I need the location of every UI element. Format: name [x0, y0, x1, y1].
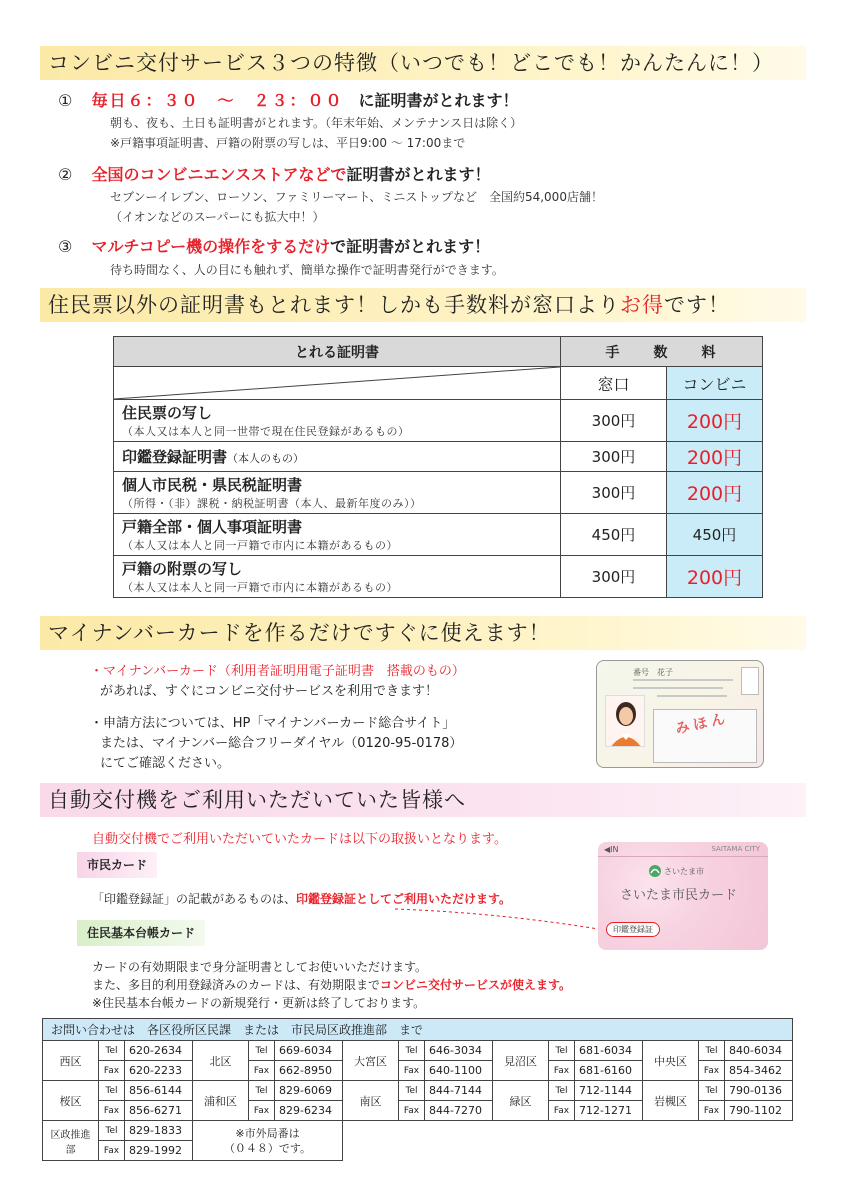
fax-label: Fax: [699, 1101, 725, 1121]
window-fee: 300円: [561, 556, 667, 598]
fax-number: 844-7270: [425, 1101, 493, 1121]
cert-note: （本人又は本人と同一戸籍で市内に本籍があるもの）: [122, 581, 398, 594]
cert-note: （本人又は本人と同一戸籍で市内に本籍があるもの）: [122, 539, 398, 552]
contact-caption: お問い合わせは 各区役所区民課 または 市民局区政推進部 まで: [43, 1019, 793, 1041]
conv-fee: 200円: [667, 400, 763, 442]
person-photo-icon: [606, 696, 645, 747]
feature-3-desc: [110, 260, 504, 280]
tel-label: Tel: [549, 1041, 575, 1061]
window-fee: 300円: [561, 472, 667, 514]
dashed-connector: [395, 905, 615, 935]
citizen-text: 「印鑑登録証」の記載があるものは、: [92, 892, 297, 906]
fax-label: Fax: [549, 1101, 575, 1121]
tel-number: 712-1144: [575, 1081, 643, 1101]
card-photo: [605, 695, 645, 747]
cert-note: （本人のもの）: [227, 452, 305, 465]
card-line: [633, 679, 733, 681]
ward-name: 浦和区: [193, 1081, 249, 1121]
fax-number: 854-3462: [725, 1061, 793, 1081]
feature-line: セブンーイレブン、ローソン、ファミリーマート、ミニストップなど 全国約54,000店舗！: [110, 190, 603, 204]
mynumber-bullet-2-end: にてご確認ください。: [100, 756, 231, 771]
card-line: [657, 695, 727, 697]
conv-fee: 200円: [667, 442, 763, 472]
feature-2: [58, 162, 491, 185]
fax-label: Fax: [249, 1061, 275, 1081]
ward-name: 桜区: [43, 1081, 99, 1121]
feature-line: （イオンなどのスーパーにも拡大中！）: [110, 210, 325, 224]
fees-title-text-end: です！: [664, 293, 730, 317]
feature-head: で証明書がとれます！: [330, 237, 491, 256]
card-title: さいたま市民カード: [620, 888, 738, 903]
tel-label: Tel: [249, 1081, 275, 1101]
contact-row: [43, 1121, 793, 1141]
ward-name: 大宮区: [343, 1041, 399, 1081]
card-city-en: SAITAMA CITY: [711, 845, 760, 853]
ward-name: 緑区: [493, 1081, 549, 1121]
fax-number: 712-1271: [575, 1101, 643, 1121]
basic-text-1: カードの有効期限まで身分証明書としてお使いいただけます。: [92, 960, 428, 974]
cert-name: 戸籍の附票の写し: [122, 560, 243, 578]
card-magstripe: [598, 856, 768, 857]
fax-label: Fax: [99, 1101, 125, 1121]
col-header-window: 窓口: [561, 367, 667, 400]
seal-registration-label: 印鑑登録証: [606, 922, 660, 937]
table-row: [114, 556, 763, 598]
col-header-cert: とれる証明書: [114, 337, 561, 367]
feature-3: [58, 234, 490, 257]
cert-name: 印鑑登録証明書: [122, 448, 228, 466]
fees-title-text: 住民票以外の証明書もとれます！しかも手数料が窓口より: [48, 293, 620, 317]
fax-number: 790-1102: [725, 1101, 793, 1121]
feature-head-red: 毎日６：３０ ～ ２３：００: [91, 91, 344, 110]
feature-number: ②: [58, 165, 73, 184]
card-city-name: さいたま市: [664, 867, 704, 876]
feature-1-desc: [110, 113, 522, 153]
tel-label: Tel: [99, 1121, 125, 1141]
conv-fee: 200円: [667, 556, 763, 598]
fax-label: Fax: [399, 1101, 425, 1121]
fax-number: 662-8950: [275, 1061, 343, 1081]
card-holder-name: 番号 花子: [633, 668, 673, 677]
fax-number: 829-1992: [125, 1141, 193, 1161]
mynumber-title: マイナンバーカードを作るだけですぐに使えます！: [40, 616, 806, 650]
fees-title: [40, 288, 806, 322]
tel-label: Tel: [699, 1081, 725, 1101]
cert-name: 戸籍全部・個人事項証明書: [122, 518, 303, 536]
tel-number: 844-7144: [425, 1081, 493, 1101]
cert-name-cell: [114, 472, 561, 514]
feature-1: [58, 88, 519, 111]
cert-name-cell: [114, 442, 561, 472]
tel-number: 620-2634: [125, 1041, 193, 1061]
ward-name: 南区: [343, 1081, 399, 1121]
feature-number: ③: [58, 237, 73, 256]
cert-name-cell: [114, 400, 561, 442]
col-header-fee: 手 数 料: [561, 337, 763, 367]
feature-number: ①: [58, 91, 73, 110]
fees-title-highlight: お得: [620, 293, 664, 317]
feature-head: 証明書がとれます！: [346, 165, 491, 184]
kiosk-title: 自動交付機をご利用いただいていた皆様へ: [40, 783, 806, 817]
tel-number: 829-1833: [125, 1121, 193, 1141]
feature-2-desc: [110, 187, 603, 227]
features-title: コンビニ交付サービス３つの特徴（いつでも！どこでも！かんたんに！）: [40, 46, 806, 80]
tel-number: 646-3034: [425, 1041, 493, 1061]
tel-label: Tel: [549, 1081, 575, 1101]
feature-line: ※戸籍事項証明書、戸籍の附票の写しは、平日9:00 ～ 17:00まで: [110, 136, 466, 150]
city-logo-icon: [648, 864, 662, 878]
contact-table: [42, 1018, 793, 1161]
ward-name: 見沼区: [493, 1041, 549, 1081]
fax-label: Fax: [549, 1061, 575, 1081]
tag-citizen-card: 市民カード: [77, 852, 157, 878]
fee-table: [113, 336, 763, 598]
conv-fee: 450円: [667, 514, 763, 556]
card-emblem: [741, 667, 759, 695]
feature-line: 朝も、夜も、土日も証明書がとれます。（年末年始、メンテナンス日は除く）: [110, 116, 523, 130]
mynumber-bullet-2-cont: または、マイナンバー総合フリーダイヤル（0120-95-0178）: [100, 736, 463, 751]
window-fee: 450円: [561, 514, 667, 556]
mynumber-info: [90, 662, 465, 774]
table-row: [114, 400, 763, 442]
ward-name: 北区: [193, 1041, 249, 1081]
window-fee: 300円: [561, 400, 667, 442]
card-line: [633, 687, 723, 689]
ward-name: 中央区: [643, 1041, 699, 1081]
window-fee: 300円: [561, 442, 667, 472]
tel-label: Tel: [249, 1041, 275, 1061]
tel-label: Tel: [399, 1041, 425, 1061]
note-line: ※市外局番は: [235, 1126, 300, 1140]
tel-label: Tel: [99, 1041, 125, 1061]
tel-number: 790-0136: [725, 1081, 793, 1101]
cert-name-cell: [114, 556, 561, 598]
tag-basic-card: 住民基本台帳カード: [77, 920, 205, 946]
feature-head-red: 全国のコンビニエンスストアなどで: [91, 165, 347, 184]
mynumber-bullet-1: ・マイナンバーカード（利用者証明用電子証明書 搭載のもの）: [90, 664, 465, 679]
cert-note: （本人又は本人と同一世帯で現在住民登録があるもの）: [122, 425, 410, 438]
fax-number: 829-6234: [275, 1101, 343, 1121]
basic-text-3: ※住民基本台帳カードの新規発行・更新は終了しております。: [92, 996, 426, 1010]
cert-name: 住民票の写し: [122, 404, 213, 422]
fax-label: Fax: [699, 1061, 725, 1081]
table-row: [114, 514, 763, 556]
cert-name-cell: [114, 514, 561, 556]
tel-number: 669-6034: [275, 1041, 343, 1061]
contact-row: [43, 1081, 793, 1101]
ward-name: 西区: [43, 1041, 99, 1081]
area-code-note: [193, 1121, 343, 1161]
tel-number: 829-6069: [275, 1081, 343, 1101]
mynumber-bullet-1-cont: があれば、すぐにコンビニ交付サービスを利用できます！: [100, 684, 439, 699]
fax-label: Fax: [249, 1101, 275, 1121]
feature-head-red: マルチコピー機の操作をするだけ: [91, 237, 331, 256]
basic-text-2: また、多目的利用登録済みのカードは、有効期限まで: [92, 978, 381, 992]
ward-name: 岩槻区: [643, 1081, 699, 1121]
table-row: [114, 472, 763, 514]
diagonal-cell: [114, 367, 561, 400]
feature-line: 待ち時間なく、人の目にも触れず、簡単な操作で証明書発行ができます。: [110, 263, 504, 277]
tel-label: Tel: [699, 1041, 725, 1061]
basic-card-text: [92, 958, 571, 1012]
fax-number: 856-6271: [125, 1101, 193, 1121]
tel-number: 840-6034: [725, 1041, 793, 1061]
cert-name: 個人市民税・県民税証明書: [122, 476, 303, 494]
tel-label: Tel: [399, 1081, 425, 1101]
citizen-text-red: 印鑑登録証としてご利用いただけます。: [296, 892, 512, 906]
empty-cell: [343, 1121, 793, 1161]
table-row: [114, 442, 763, 472]
dept-name: 区政推進部: [43, 1121, 99, 1161]
fax-label: Fax: [99, 1061, 125, 1081]
diagonal-line: [114, 367, 560, 399]
mynumber-bullet-2: ・申請方法については、HP「マイナンバーカード総合サイト」: [90, 716, 456, 731]
feature-head: に証明書がとれます！: [358, 91, 519, 110]
fax-number: 640-1100: [425, 1061, 493, 1081]
fax-number: 620-2233: [125, 1061, 193, 1081]
fax-number: 681-6160: [575, 1061, 643, 1081]
kiosk-intro: 自動交付機でご利用いただいていたカードは以下の取扱いとなります。: [92, 832, 507, 847]
contact-row: [43, 1041, 793, 1061]
sample-stamp: みほん: [674, 710, 731, 738]
citizen-card-image: [598, 842, 768, 950]
tel-number: 681-6034: [575, 1041, 643, 1061]
note-line: （０４８）です。: [223, 1141, 312, 1155]
card-in-label: ◀IN: [604, 845, 619, 854]
tel-number: 856-6144: [125, 1081, 193, 1101]
basic-text-2-red: コンビニ交付サービスが使えます。: [380, 978, 572, 992]
col-header-conv: コンビニ: [667, 367, 763, 400]
tel-label: Tel: [99, 1081, 125, 1101]
fax-label: Fax: [399, 1061, 425, 1081]
mynumber-card-image: [596, 660, 764, 768]
conv-fee: 200円: [667, 472, 763, 514]
cert-note: （所得・（非）課税・納税証明書（本人、最新年度のみ））: [122, 497, 422, 510]
fax-label: Fax: [99, 1141, 125, 1161]
